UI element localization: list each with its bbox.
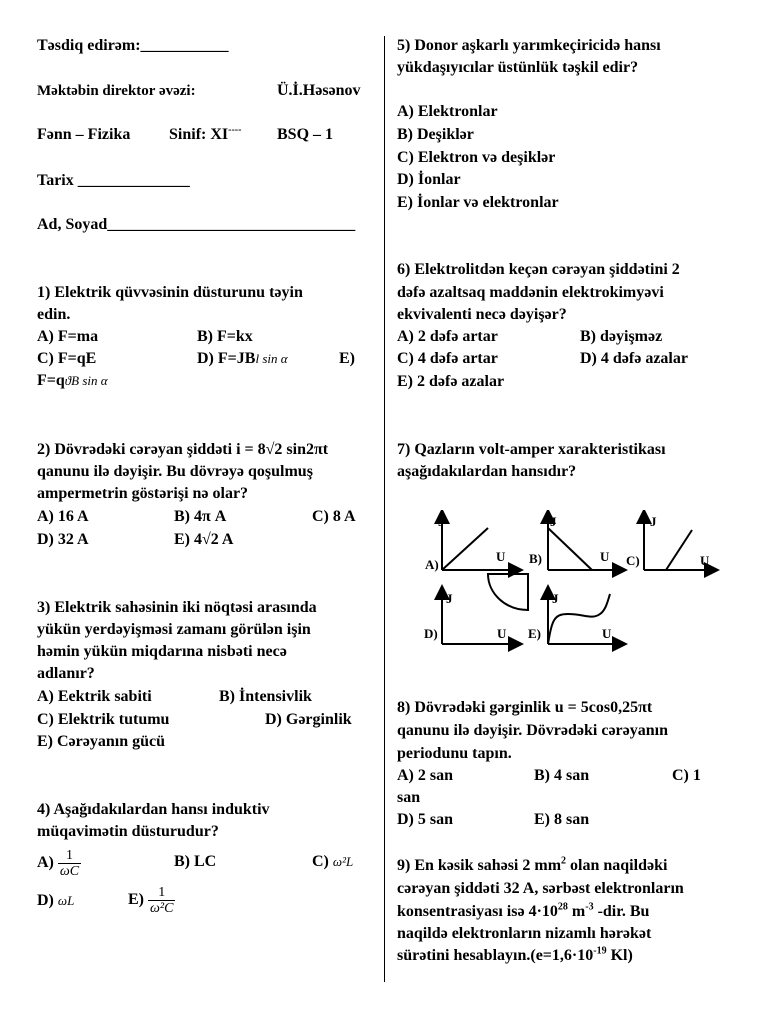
q3-option-c: C) Elektrik tutumu — [37, 711, 170, 728]
q8-option-c: C) 1 — [672, 767, 701, 784]
q4-option-d: D) ωL — [37, 892, 75, 909]
q8-option-a: A) 2 san — [397, 767, 454, 784]
q7-label-c: C) — [626, 553, 640, 568]
q9-text-3: konsentrasiyası isə $4\cdot 10^{28}$ $m^{-3}$ -dir. Bu — [397, 901, 650, 920]
q8-option-e: E) 8 san — [534, 811, 590, 828]
q7-label-a: A) — [425, 557, 439, 572]
q6-text-1: 6) Elektrolitdən keçən cərəyan şiddətini 2 — [397, 261, 680, 278]
column-divider — [384, 36, 385, 982]
q7-label-d: D) — [424, 626, 438, 641]
approve-line: Təsdiq edirəm:___________ — [37, 37, 229, 54]
q7-axis-y-c: J — [650, 514, 657, 529]
q3-text-4: adlanır? — [37, 665, 95, 682]
q5-text-1: 5) Donor aşkarlı yarımkeçiricidə hansı — [397, 37, 661, 54]
q3-text-3: həmin yükün miqdarına nisbəti necə — [37, 643, 287, 660]
q1-option-e-formula: F=qϑB sin α — [37, 372, 108, 389]
q2-text-3: ampermetrin göstərişi nə olar? — [37, 485, 249, 502]
q5-option-c: C) Elektron və deşiklər — [397, 149, 556, 166]
q6-option-b: B) dəyişməz — [580, 328, 663, 345]
q2-option-c: C) 8 A — [312, 508, 356, 525]
q6-option-a: A) 2 dəfə artar — [397, 328, 498, 345]
q8-text-3: periodunu tapın. — [397, 745, 512, 762]
q3-option-b: B) İntensivlik — [219, 688, 312, 705]
q9-text-1: 9) En kəsik sahəsi 2 $mm^2$ olan naqildəki — [397, 855, 668, 874]
director-name: Ü.İ.Həsənov — [277, 82, 361, 99]
q9-text-2: cərəyan şiddəti 32 A, sərbəst elektronların — [397, 880, 684, 897]
q5-option-b: B) Deşiklər — [397, 126, 474, 143]
grade: Sinif: XI---- — [169, 124, 242, 143]
q1-option-e: E) — [339, 350, 355, 367]
q8-text-2: qanunu ilə dəyişir. Dövrədəki cərəyanın — [397, 722, 668, 739]
q1-text-2: edin. — [37, 306, 71, 323]
q3-text-1: 3) Elektrik sahəsinin iki nöqtəsi arasında — [37, 599, 317, 616]
q6-option-d: D) 4 dəfə azalar — [580, 350, 688, 367]
q6-text-3: ekvivalenti necə dəyişər? — [397, 306, 567, 323]
q2-option-a: A) 16 A — [37, 508, 89, 525]
q7-axis-x-e: U — [602, 626, 612, 641]
q9-text-4: naqildə elektronların nizamlı hərəkət — [397, 925, 652, 942]
q7-label-e: E) — [528, 626, 541, 641]
q2-text-1: 2) Dövrədəki cərəyan şiddəti i = 8√2 sin2πt — [37, 441, 329, 458]
q7-graphs — [420, 510, 720, 665]
q5-option-d: D) İonlar — [397, 171, 461, 188]
q7-axis-x-d: U — [497, 626, 507, 641]
q9-text-5: sürətini $hesablayın.(e=1,6\cdot 10^{-19}$ Kl) — [397, 945, 633, 964]
q7-text-1: 7) Qazların volt-amper xarakteristikası — [397, 441, 666, 458]
q4-option-e: E) $\frac{1}{\text{ω²C}}$ — [128, 884, 174, 916]
date-line: Tarix ______________ — [37, 172, 190, 189]
q5-text-2: yükdaşıyıcılar üstünlük təşkil edir? — [397, 59, 639, 76]
q1-text-1: 1) Elektrik qüvvəsinin düsturunu təyin — [37, 284, 303, 301]
q7-axis-x-b: U — [600, 549, 610, 564]
director-label: Məktəbin direktor əvəzi: — [37, 83, 196, 99]
q8-option-d: D) 5 san — [397, 811, 454, 828]
q3-option-e: E) Cərəyanın gücü — [37, 733, 165, 750]
q1-option-a: A) F=ma — [37, 328, 99, 345]
q1-option-b: B) F=kx — [197, 328, 253, 345]
q6-option-e: E) 2 dəfə azalar — [397, 373, 505, 390]
q1-option-c: C) F=qE — [37, 350, 97, 367]
q2-text-2: qanunu ilə dəyişir. Bu dövrəyə qoşulmuş — [37, 463, 313, 480]
q3-option-d: D) Gərginlik — [265, 711, 352, 728]
q6-text-2: dəfə azaltsaq maddənin elektrokimyəvi — [397, 284, 664, 301]
q4-option-c: C) ω²L — [312, 853, 354, 870]
q7-axis-y-d: J — [446, 591, 453, 606]
q3-text-2: yükün yerdəyişməsi zamanı görülən işin — [37, 621, 311, 638]
q6-option-c: C) 4 dəfə artar — [397, 350, 498, 367]
q7-axis-y-b: J — [550, 514, 557, 529]
q4-option-b: B) LC — [174, 853, 217, 870]
q7-axis-y-e: J — [552, 591, 559, 606]
q5-option-e: E) İonlar və elektronlar — [397, 194, 559, 211]
q7-quarter-shape — [488, 574, 528, 610]
q7-axis-y-a: J — [438, 514, 445, 529]
test-code: BSQ – 1 — [277, 126, 334, 143]
q8-option-b: B) 4 san — [534, 767, 590, 784]
q5-option-a: A) Elektronlar — [397, 103, 498, 120]
q7-text-2: aşağıdakılardan hansıdır? — [397, 463, 577, 480]
q7-axis-x-a: U — [496, 549, 506, 564]
q3-option-a: A) Eektrik sabiti — [37, 688, 152, 705]
q2-option-e: E) 4√2 A — [174, 531, 234, 548]
q4-text-1: 4) Aşağıdakılardan hansı induktiv — [37, 801, 270, 818]
subject: Fənn – Fizika — [37, 126, 131, 143]
q7-axis-x-c: U — [700, 553, 710, 568]
q4-option-a: A) $\frac{1}{\omega C}$ — [37, 847, 80, 879]
q8-option-c-cont: san — [397, 789, 421, 806]
q2-option-d: D) 32 A — [37, 531, 89, 548]
q8-text-1: 8) Dövrədəki gərginlik u = 5cos0,25πt — [397, 699, 653, 716]
name-line: Ad, Soyad_______________________________ — [37, 216, 356, 233]
q4-text-2: müqavimətin düsturudur? — [37, 823, 219, 840]
q2-option-b: B) 4π A — [174, 508, 227, 525]
q1-option-d: D) F=JBl sin α — [197, 350, 288, 367]
q7-label-b: B) — [529, 551, 542, 566]
